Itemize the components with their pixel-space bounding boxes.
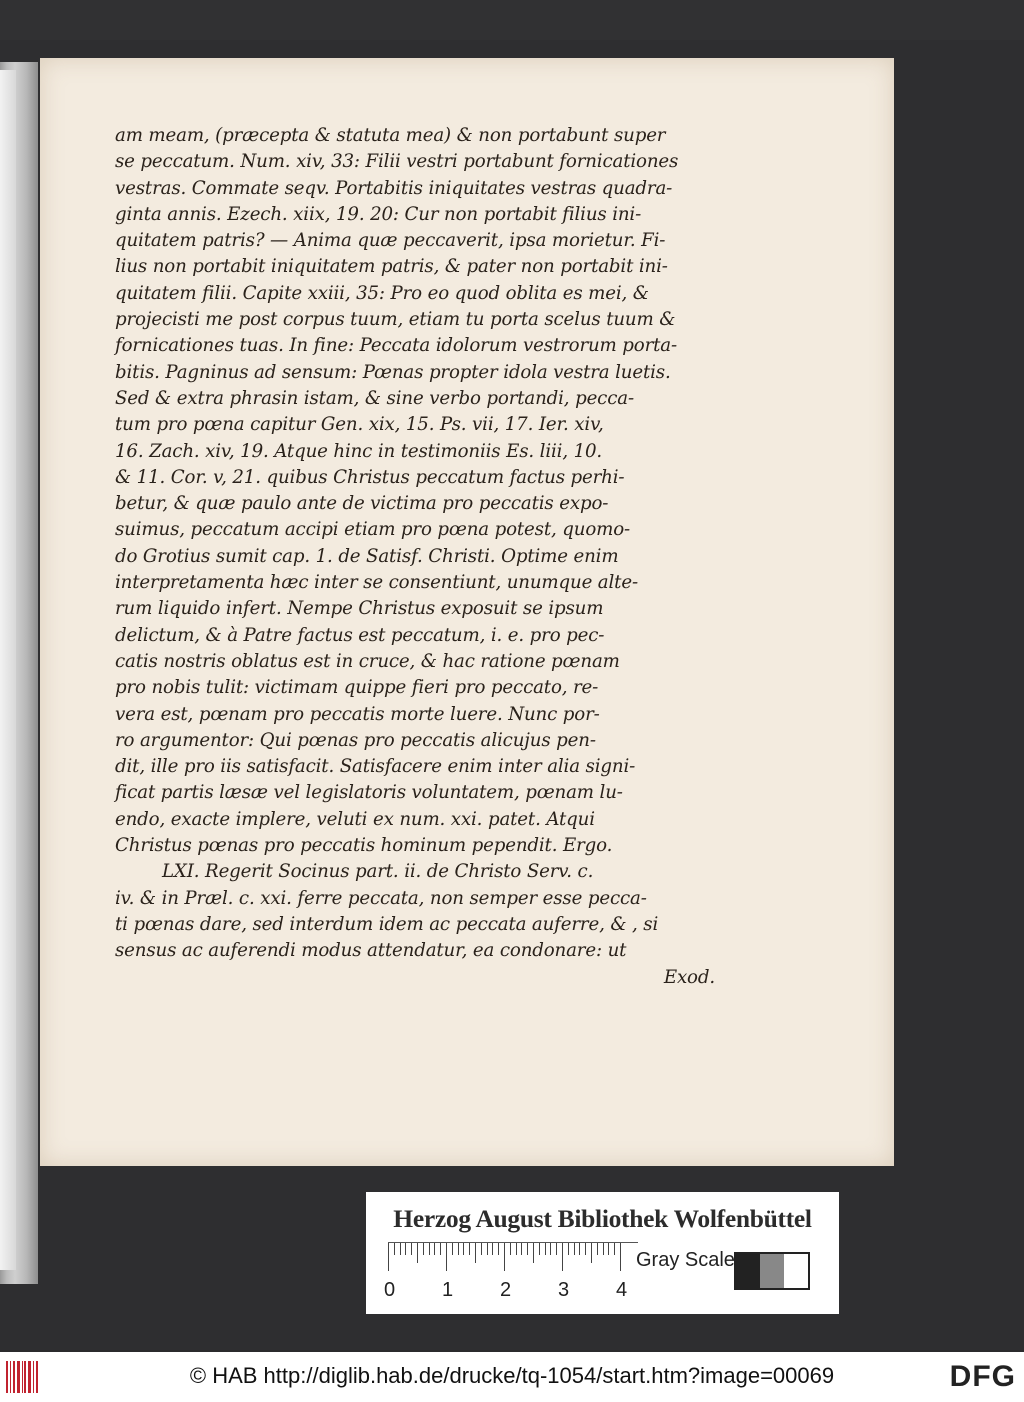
text-line: am meam, (præcepta & statuta mea) & non portabunt super [115,125,666,146]
ruler-tick [550,1243,551,1255]
ruler-tick [608,1243,609,1255]
catchword: Exod. [663,966,715,988]
text-line: 16. Zach. xiv, 19. Atque hinc in testimoniis Es. liii, 10. [115,440,603,462]
text-line: dit, ille pro iis satisfacit. Satisfacere enim inter alia signi- [115,756,636,778]
ruler-number: 4 [616,1279,628,1301]
gray-swatch-mid [760,1254,784,1288]
ruler-tick [481,1243,482,1255]
text-line: & 11. Cor. v, 21. quibus Christus peccatum factus perhi- [115,466,625,488]
text-line: interpretamenta hæc inter se consentiunt, unumque alte- [115,572,638,594]
text-line: Christus pœnas pro peccatis hominum pependit. Ergo. [115,835,613,857]
text-line: suimus, peccatum accipi etiam pro pœna potest, quomo- [115,519,631,541]
book-leaves-edge [0,70,16,1270]
gray-swatch-light [784,1254,808,1288]
ruler-tick [411,1243,412,1255]
ruler-number: 2 [500,1279,512,1301]
ruler-tick [545,1243,546,1255]
ruler-tick [400,1243,401,1255]
text-line: catis nostris oblatus est in cruce, & hac ratione pœnam [115,650,620,672]
library-name: Herzog August Bibliothek Wolfenbüttel [393,1204,812,1233]
ruler-tick [469,1243,470,1255]
text-line: iv. & in Præl. c. xxi. ferre peccata, non semper esse pecca- [115,887,647,909]
text-line: fornicationes tuas. In fine: Peccata idolorum vestrorum porta- [115,335,677,357]
page-text [115,123,715,991]
text-line: ginta annis. Ezech. xiix, 19. 20: Cur non portabit filius ini- [115,203,642,225]
ruler-tick [423,1243,424,1255]
ruler-tick [603,1243,604,1255]
ruler-tick [504,1243,505,1271]
ruler-tick [492,1243,493,1255]
ruler-number: 0 [384,1279,396,1301]
text-line: vestras. Commate seqv. Portabitis iniquitates vestras quadra- [115,177,673,199]
ruler-tick [440,1243,441,1255]
ruler-tick [417,1243,418,1263]
gray-scale-label: Gray Scale [636,1249,735,1271]
text-line: projecisti me post corpus tuum, etiam tu porta scelus tuum & [115,309,676,331]
text-line: betur, & quæ paulo ante de victima pro peccatis expo- [115,493,609,515]
ruler-tick [579,1243,580,1255]
ruler-tick [388,1243,389,1271]
text-line: rum liquido infert. Nempe Christus exposuit se ipsum [115,598,604,620]
text-line: delictum, & à Patre factus est peccatum, i. e. pro pec- [115,624,605,646]
ruler-tick [429,1243,430,1255]
copyright-url[interactable]: © HAB http://diglib.hab.de/drucke/tq-1054/start.htm?image=00069 [189,1363,835,1388]
top-border [0,0,1024,40]
footer-bar [0,1352,1024,1402]
ruler-tick [568,1243,569,1255]
ruler-number: 3 [558,1279,570,1301]
ruler-tick [498,1243,499,1255]
ruler-tick [591,1243,592,1263]
text-line: ro argumentor: Qui pœnas pro peccatis alicujus pen- [115,729,596,751]
ruler-tick [463,1243,464,1255]
ruler-tick [527,1243,528,1255]
ruler-tick [510,1243,511,1255]
library-color-chart [366,1192,839,1314]
text-line: ti pœnas dare, sed interdum idem ac peccata auferre, & , si [115,913,659,935]
text-line: Sed & extra phrasin istam, & sine verbo portandi, pecca- [115,387,634,409]
ruler-number: 1 [442,1279,454,1301]
ruler-tick [394,1243,395,1255]
measurement-ruler [388,1242,638,1273]
ruler-tick [452,1243,453,1255]
ruler-tick [458,1243,459,1255]
ruler-tick [434,1243,435,1255]
gray-swatch-dark [736,1254,760,1288]
text-line: bitis. Pagninus ad sensum: Pœnas propter idola vestra luetis. [115,361,671,383]
book-page [40,58,894,1166]
ruler-tick [614,1243,615,1255]
gray-scale-swatch [734,1252,810,1290]
text-line: quitatem filii. Capite xxiii, 35: Pro eo quod oblita es mei, & [115,282,649,304]
text-line: vera est, pœnam pro peccatis morte luere. Nunc por- [115,703,600,725]
text-line: quitatem patris? — Anima quæ peccaverit, ipsa morietur. Fi- [115,230,666,252]
ruler-tick [516,1243,517,1255]
ruler-tick [405,1243,406,1255]
text-line: tum pro pœna capitur Gen. xix, 15. Ps. vii, 17. Ier. xiv, [115,414,604,436]
ruler-tick [556,1243,557,1255]
text-line: pro nobis tulit: victimam quippe fieri pro peccato, re- [115,677,599,699]
ruler-tick [597,1243,598,1255]
ruler-tick [475,1243,476,1263]
ruler-tick [487,1243,488,1255]
ruler-tick [620,1243,621,1271]
text-line: do Grotius sumit cap. 1. de Satisf. Christi. Optime enim [115,545,619,567]
text-line: lius non portabit iniquitatem patris, & pater non portabit ini- [115,256,668,278]
ruler-tick [539,1243,540,1255]
text-line: sensus ac auferendi modus attendatur, ea condonare: ut [115,940,627,962]
dfg-logo: DFG [949,1360,1016,1393]
text-line: ficat partis læsæ vel legislatoris voluntatem, pœnam lu- [115,782,623,804]
ruler-tick [585,1243,586,1255]
text-line: endo, exacte implere, veluti ex num. xxi. patet. Atqui [115,808,595,830]
ruler-tick [446,1243,447,1271]
ruler-tick [533,1243,534,1263]
ruler-tick [521,1243,522,1255]
ruler-tick [574,1243,575,1255]
ruler-tick [562,1243,563,1271]
text-line: se peccatum. Num. xiv, 33: Filii vestri portabunt fornicationes [115,151,679,173]
section-heading-line: LXI. Regerit Socinus part. ii. de Christo Serv. c. [162,861,594,883]
